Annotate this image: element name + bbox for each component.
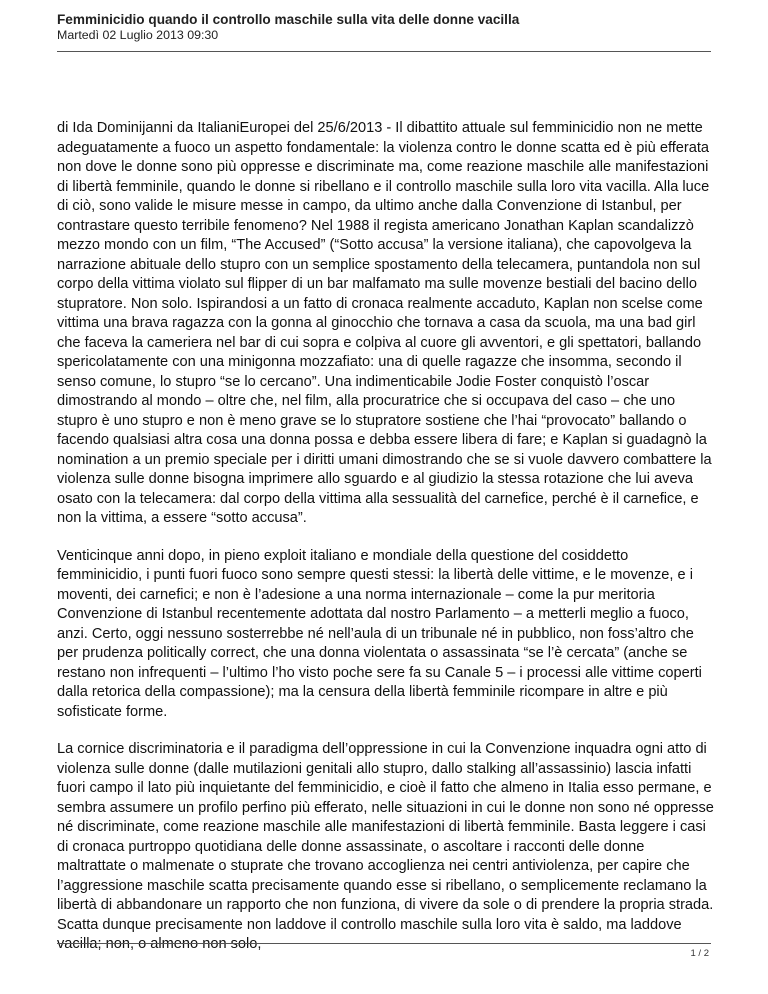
article-paragraph-3: La cornice discriminatoria e il paradigma dell’oppressione in cui la Convenzione inquadra ogni atto di violenza sulle donne (dalle mutilazioni genitali allo stupro, dallo stalking all’assassinio) lascia infatti fuori campo il lato più inquietante del femminicidio, e cioè il fatto che almeno in Italia esso permane, e sembra assumere un profilo perfino più efferato, nelle situazioni in cui le donne non sono né oppresse né discriminate, come reazione maschile alle manifestazioni di libertà femminile. Basta leggere i casi di cronaca purtroppo quotidiana delle donne assassinate, o ascoltare i racconti delle donne maltrattate o malmenate o stuprate che trovano accoglienza nei centri antiviolenza, per capire che l’aggressione maschile scatta precisamente quando esse si ribellano, o semplicemente reclamano la libertà di abbandonare un rapporto che non funziona, di vivere da sole o di prendere la propria strada. Scatta dunque precisamente non laddove il controllo maschile sulla loro vita è saldo, ma laddove vacilla; non, o almeno non solo, — [57, 741, 714, 952]
page-number: 1 / 2 — [690, 948, 709, 959]
article-paragraph-2: Venticinque anni dopo, in pieno exploit italiano e mondiale della questione del cosiddetto femminicidio, i punti fuori fuoco sono sempre questi stessi: la libertà delle vittime, e le movenze, e i moventi, dei carnefici; e non è l’adesione a una norma internazionale – come la pur meritoria Convenzione di Istanbul recentemente adottata dal nostro Parlamento – a metterli meglio a fuoco, anzi. Certo, oggi nessuno sosterrebbe né nell’aula di un tribunale né in pubblico, non foss’altro che per prudenza politically correct, che una donna violentata o assassinata “se l’è cercata” (anche se restano non infrequenti – l’ultimo l’ho visto poche sere fa su Canale 5 – i processi alle vittime coperti dalla retorica della compassione); ma la censura della libertà femminile ricompare in altre e più sofisticate forme. — [57, 547, 702, 720]
article-body — [57, 119, 717, 973]
publication-date: Martedì 02 Luglio 2013 09:30 — [57, 28, 219, 42]
document-title: Femminicidio quando il controllo maschile sulla vita delle donne vacilla — [57, 12, 520, 27]
article-paragraph-1: di Ida Dominijanni da ItalianiEuropei del 25/6/2013 - Il dibattito attuale sul femminicidio non ne mette adeguatamente a fuoco un aspetto fondamentale: la violenza contro le donne scatta ed è più efferata non dove le donne sono più oppresse e discriminate ma, come reazione maschile alle manifestazioni di libertà femminile, quando le donne si ribellano e il controllo maschile sulla loro vita vacilla. Alla luce di ciò, sono valide le misure messe in campo, da ultimo anche dalla Convenzione di Istanbul, per contrastare questo terribile fenomeno? Nel 1988 il regista americano Jonathan Kaplan scandalizzò mezzo mondo con un film, “The Accused” (“Sotto accusa” la versione italiana), che capovolgeva la narrazione abituale dello stupro con un semplice spostamento della telecamera, puntandola non sul corpo della vittima violato sul flipper di un bar malfamato ma sulle movenze bestiali del bacino dello stupratore. Non solo. Ispirandosi a un fatto di cronaca realmente accaduto, Kaplan non scelse come vittima una brava ragazza con la gonna al ginocchio che tornava a casa da scuola, ma una bad girl che faceva la cameriera nel bar di cui sopra e colpiva al cuore gli avventori, e gli spettatori, ballando spericolatamente con una minigonna mozzafiato: una di quelle ragazze che insomma, secondo il senso comune, lo stupro “se lo cercano”. Una indimenticabile Jodie Foster conquistò l’oscar dimostrando al mondo – oltre che, nel film, alla procuratrice che si occupava del caso – che uno stupro è uno stupro e non è meno grave se lo stupratore sostiene che l’hai “provocato” ballando o facendo qualsiasi altra cosa una donna possa e debba essere libera di fare; e Kaplan si guadagnò la nomination a un premio speciale per i diritti umani dimostrando che se si vuole davvero combattere la violenza sulle donne bisogna imprimere allo sguardo e al giudizio la stessa rotazione che lui aveva osato con la telecamera: dal corpo della vittima alla sessualità del carnefice, perché è il carnefice, e non la vittima, a essere “sotto accusa”. — [57, 120, 712, 526]
header-divider — [57, 51, 711, 52]
footer-divider — [57, 943, 711, 944]
page-header — [57, 11, 711, 43]
